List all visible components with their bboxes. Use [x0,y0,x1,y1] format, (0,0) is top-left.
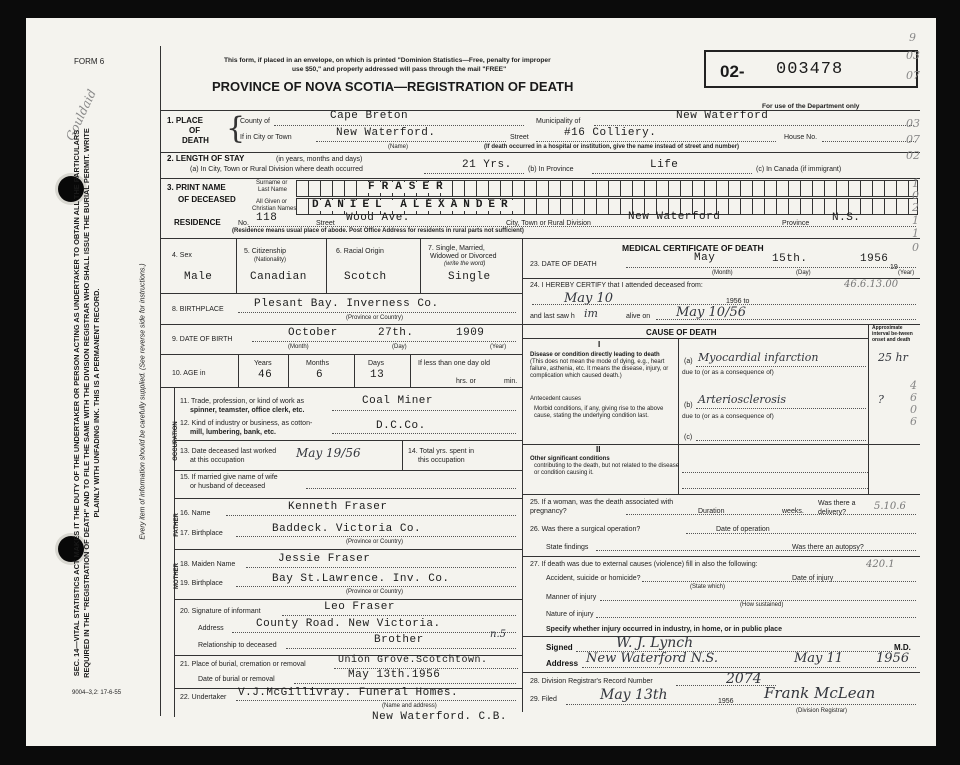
q25-line [626,514,916,515]
rule-12 [174,599,522,600]
margin-code-5: 02 [906,149,920,162]
header-rule [160,110,920,111]
place-label-1: 1. PLACE [167,116,204,125]
cause-b-line [696,408,866,409]
rule-m3 [522,338,868,339]
immediate-cause-block [530,352,678,380]
cause-header: CAUSE OF DEATH [646,328,717,337]
other-label: Other significant conditions [530,456,610,462]
citizenship-hint: (Nationality) [254,257,287,263]
birthplace-label: 8. BIRTHPLACE [172,306,224,313]
rule-10 [174,498,522,499]
due-to-2: due to (or as a consequence of) [682,413,774,420]
form-code: 9004–3,2: 17-6-55 [72,690,122,696]
stay-a-line [424,173,524,174]
stay-b-value: Life [650,159,679,171]
signed-label: Signed [546,643,573,652]
margin-code-8: 2 [912,201,919,214]
age-divider-3 [354,354,355,387]
last-saw-value: im [584,307,598,320]
personal-divider-2 [326,238,327,293]
physician-address: New Waterford N.S. [586,651,718,666]
findings-label: State findings [546,544,589,551]
age-divider-1 [238,354,239,387]
page-title: PROVINCE OF NOVA SCOTIA—REGISTRATION OF DEATH [212,79,574,94]
burial-place: Union Grove.Scotchtown. [338,655,488,666]
rule-m7 [522,636,920,637]
mother-birthplace-line [236,586,516,587]
age-days-label: Days [368,360,384,367]
duration-label: Duration [698,508,725,515]
q26-line [686,533,916,534]
last-saw-label: and last saw h [530,313,575,320]
undertaker-label: 22. Undertaker [180,694,227,701]
antecedent-desc: Morbid conditions, if any, giving rise to the above cause, stating the underlying condition last. [534,406,664,419]
rule-3 [160,238,920,239]
rule-4 [160,293,522,294]
residence-line [248,226,916,227]
informant-note-mark: n.5 [490,629,506,640]
side-law-text [72,123,112,683]
margin-code-6: 1 [912,177,919,190]
birthplace-line [238,312,516,313]
industry-value: D.C.Co. [376,420,426,432]
rule-11 [174,549,522,550]
residence-no: 118 [256,212,278,224]
center-divider [522,238,523,712]
record-number-box [704,50,918,88]
alive-on-value: May 10/56 [676,305,747,320]
municipality-line [594,125,914,126]
approx-interval-label [872,325,920,343]
age-divider-2 [288,354,289,387]
marital-value: Single [448,271,491,283]
burial-place-label: 21. Place of burial, cremation or removal [180,661,306,668]
dob-year-hint: (Year) [490,344,507,350]
father-birthplace-line [236,536,516,537]
cause-a-label: (a) [684,358,693,365]
rule-m5 [522,494,920,495]
due-to-1: due to (or as a consequence of) [682,369,774,376]
father-side-label: FATHER [174,513,180,537]
place-label-2: OF [189,126,201,135]
filed-line [566,704,916,705]
form-number: FORM 6 [74,57,105,66]
age-years: 46 [258,369,273,381]
immediate-label: Disease or condition directly leading to death [530,352,660,358]
margin-code-12: 4 [910,379,917,392]
last-worked-label-2: at this occupation [190,457,245,464]
residence-note: (Residence means usual place of abode. Post Office Address for residents in rural parts not sufficient) [232,228,524,234]
attended-code: 46.6.13.00 [844,279,899,290]
surname-label-1: Surname or [256,180,288,186]
trade-value: Coal Miner [362,395,434,407]
accident-label: Accident, suicide or homicide? [546,575,641,582]
surname-value: FRASER [368,181,450,193]
burial-date: May 13th.1956 [348,669,441,681]
cause-a-line [696,366,866,367]
attended-from: May 10 [564,291,614,306]
death-year-hint: (Year) [898,270,915,276]
residence-label: RESIDENCE [174,218,221,227]
section-two: II [596,445,601,454]
side-small-text: Every item of information should be carefully supplied. (See reverse side for instructions.) [139,263,147,540]
death-registration-form [26,18,936,746]
registrar-signature: Frank McLean [764,684,876,702]
relationship-label: Relationship to deceased [198,642,277,649]
sex-label: 4. Sex [172,252,192,259]
dob-day: 27th. [378,327,414,339]
nature-label: Nature of injury [546,611,594,618]
industry-label-2: mill, lumbering, bank, etc. [190,429,276,436]
margin-code-7: 0 [912,189,919,202]
spouse-label-2: or husband of deceased [190,483,266,490]
citizenship-value: Canadian [250,271,307,283]
md-label: M.D. [894,643,911,652]
alive-line [656,319,916,320]
margin-note: Gouldaid [63,87,99,143]
residence-province: N.S. [832,212,861,224]
weeks-label: weeks. [782,508,804,515]
undertaker-hint: (Name and address) [382,703,437,709]
city-value: New Waterford. [336,127,436,139]
registrar-no-line [676,685,776,686]
death-year-suffix: 19 [890,264,898,271]
side-law-text-content: SEC. 14—VITAL STATISTICS ACT MAKES IT THE DUTY OF THE UNDERTAKER OR PERSON ACTING AS UNDERTAKER TO OBTAIN ALL THE PARTICULARS REQUIRED IN THE "REGISTRATION OF DEATH" AND TO FILE THE SAME WITH THE DIVISION REGISTRAR WHO SHALL ISSUE THE BURIAL PERMIT. WRITE PLAINLY WITH UNFADING INK. THIS IS A PERMANENT RECORD. [72,128,101,678]
municipality-label: Municipality of [536,118,581,125]
immediate-desc: (This does not mean the mode of dying, e.g., heart failure, asthenia, etc. It means the disease, injury, or complication which caused death.) [530,359,669,379]
informant-address: County Road. New Victoria. [256,618,441,630]
margin-code-2: 07 [906,69,920,82]
mother-birthplace: Bay St.Lawrence. Inv. Co. [272,573,450,585]
dob-label: 9. DATE OF BIRTH [172,336,233,343]
side-code-3: 5.10.6 [874,501,906,512]
place-brace: { [226,111,246,146]
death-date-label: 23. DATE OF DEATH [530,261,597,268]
relationship-value: Brother [374,634,424,646]
trade-label-2: spinner, teamster, office clerk, etc. [190,407,305,414]
side-code-4: 420.1 [866,559,895,570]
street-line [536,141,776,142]
county-label: County of [240,118,270,125]
q26-label: 26. Was there a surgical operation? [530,526,641,533]
residence-street: Wood Ave. [346,212,410,224]
injury-date-label: Date of injury [792,575,834,582]
margin-code-11: 0 [912,241,919,254]
q25-label: 25. If a woman, was the death associated with pregnancy? [530,499,674,515]
delivery-label: Was there a delivery? [818,500,856,516]
personal-divider-3 [420,238,421,293]
mother-name-label: 18. Maiden Name [180,561,236,568]
stay-label: 2. LENGTH OF STAY [167,154,245,163]
record-number: 003478 [776,60,844,79]
other-line-2 [682,488,868,489]
attended-year: 1956 to [726,298,750,305]
informant-address-label: Address [198,625,224,632]
father-name: Kenneth Fraser [288,501,388,513]
op-date-label: Date of operation [716,526,770,533]
city-name-hint: (Name) [388,144,409,150]
personal-divider-1 [236,238,237,293]
informant-address-line [232,632,516,633]
other-conditions-block [530,456,680,477]
marital-label-1: 7. Single, Married, [428,245,485,252]
spouse-line [306,488,516,489]
place-label-3: DEATH [182,136,209,145]
house-line [822,141,916,142]
registrar-no-label: 28. Division Registrar's Record Number [530,678,653,685]
industry-label-1: 12. Kind of industry or business, as cotton- [180,420,313,427]
informant-name-line [282,615,516,616]
county-value: Cape Breton [330,110,409,122]
other-line-1 [682,472,868,473]
residence-city: New Waterford [628,211,721,223]
mother-hint: (Province or Country) [346,589,404,595]
filed-date: May 13th [600,687,668,703]
hospital-note: (If death occurred in a hospital or institution, give the name instead of street and number) [484,144,740,150]
margin-code-15: 6 [910,415,917,428]
dob-day-hint: (Day) [392,344,407,350]
death-month: May [694,252,716,264]
rule-m2 [522,324,920,325]
last-worked-label-1: 13. Date deceased last worked [180,448,277,455]
stay-a-label: (a) In City, Town or Rural Division where death occurred [190,166,363,173]
rule-8 [174,440,522,441]
informant-name: Leo Fraser [324,601,396,613]
birthplace-hint: (Province or Country) [346,315,404,321]
given-label-2: Christian Names [252,206,297,212]
cause-b-value: Arteriosclerosis [698,393,787,406]
death-month-hint: (Month) [712,270,733,276]
how-label: (How sustained) [740,602,784,608]
trade-label-1: 11. Trade, profession, or kind of work as [180,398,304,405]
stay-a-value: 21 Yrs. [462,159,512,171]
cause-a-value: Myocardial infarction [698,351,819,364]
cause-b-label: (b) [684,402,693,409]
other-desc: contributing to the death, but not related to the disease or condition causing it. [534,463,680,476]
age-label: 10. AGE in [172,370,206,377]
margin-code-10: 1 [912,227,919,240]
alive-on-label: alive on [626,313,651,320]
cause-c-label: (c) [684,434,693,441]
undertaker-address: New Waterford. C.B. [372,711,507,723]
age-hrs-label: hrs. or [456,378,476,385]
rule-m4 [522,444,920,445]
rule-1 [160,152,920,153]
margin-code-14: 0 [910,403,917,416]
section-one: I [598,340,601,349]
instruction-line-2: use $50," and properly addressed will pass through the mail "FREE" [292,66,507,73]
informant-signature-label: 20. Signature of informant [180,608,261,615]
residence-province-label: Province [782,220,810,227]
mother-name-line [246,567,516,568]
street-label: Street [510,134,529,141]
trade-line [332,410,516,411]
citizenship-label: 5. Citizenship [244,248,287,255]
sex-value: Male [184,271,213,283]
father-birthplace-label: 17. Birthplace [180,530,223,537]
mother-name: Jessie Fraser [278,553,371,565]
interval-divider [868,324,869,494]
address-line [582,667,916,668]
father-hint: (Province or Country) [346,539,404,545]
margin-code-13: 6 [910,391,917,404]
stay-b-line [592,173,752,174]
occupation-side-label: OCCUPATION [173,421,179,461]
dob-month: October [288,327,338,339]
county-line [274,125,524,126]
margin-code-4: 07 [906,133,920,146]
filed-label: 29. Filed [530,696,557,703]
residence-no-label: No. [238,220,249,227]
manner-line [600,600,916,601]
street-value: #16 Colliery. [564,127,657,139]
rule-m6 [522,556,920,557]
burial-date-label: Date of burial or removal [198,676,275,683]
racial-value: Scotch [344,271,387,283]
surname-label-2: Last Name [258,187,288,193]
address-label: Address [546,659,579,668]
cause-a-interval: 25 hr [878,351,908,364]
manner-label: Manner of injury [546,594,597,601]
residence-street-label: Street [316,220,335,227]
city-label: If in City or Town [240,134,292,141]
registrar-hint: (Division Registrar) [796,708,848,714]
nature-line [596,617,916,618]
rule-m8 [522,672,920,673]
marital-hint: (write the word) [444,261,486,267]
rule-9 [174,470,522,471]
racial-label: 6. Racial Origin [336,248,384,255]
father-name-label: 16. Name [180,510,211,517]
age-min-label: min. [504,378,518,385]
municipality-value: New Waterford [676,110,769,122]
certify-label: 24. I HEREBY CERTIFY that I attended deceased from: [530,282,703,289]
rule-2 [160,178,920,179]
accident-line [642,581,916,582]
age-months: 6 [316,369,324,381]
rule-5 [160,324,522,325]
signature-date: May 11 [794,651,844,666]
total-years-label-2: this occupation [418,457,465,464]
stay-b-label: (b) In Province [528,166,574,173]
rule-7 [160,387,522,388]
stay-hint: (in years, months and days) [276,156,363,163]
mother-side-label: MOTHER [174,563,180,589]
father-birthplace: Baddeck. Victoria Co. [272,523,422,535]
undertaker-line [236,700,516,701]
left-border [160,46,161,716]
registrar-no: 2074 [726,671,762,687]
age-months-label: Months [306,360,329,367]
house-label: House No. [784,134,818,141]
undertaker-value: V.J.McGillivray. Funeral Homes. [238,687,459,699]
residence-city-label: City, Town or Rural Division [506,220,591,227]
antecedent-label: Antecedent causes [530,396,582,402]
margin-code-0: 9 [909,31,916,44]
age-divider-4 [410,354,411,387]
death-year: 1956 [860,253,889,265]
margin-code-3: 03 [906,117,920,130]
q27-label: 27. If death was due to external causes (violence) fill in also the following: [530,561,758,568]
death-day: 15th. [772,253,808,265]
medical-header: MEDICAL CERTIFICATE OF DEATH [622,243,764,253]
age-days: 13 [370,369,385,381]
last-worked-value: May 19/56 [296,446,361,460]
age-lt-label: If less than one day old [418,360,490,367]
birthplace-value: Plesant Bay. Inverness Co. [254,298,439,310]
given-label-1: All Given or [256,199,288,205]
name-label-1: 3. PRINT NAME [167,183,226,192]
burial-date-line [294,683,516,684]
marital-label-2: Widowed or Divorced [430,253,497,260]
dept-use-note: For use of the Department only [762,103,860,110]
dob-year: 1909 [456,327,485,339]
specify-label: Specify whether injury occurred in industry, in home, or in public place [546,626,782,633]
approx-interval-text: Approximate interval be-tween onset and death [872,325,913,343]
death-day-hint: (Day) [796,270,811,276]
death-date-line [626,267,916,268]
record-prefix: 02- [720,62,745,81]
signature-year: 1956 [876,651,910,666]
cause-c-line [696,440,866,441]
margin-code-9: 1 [912,214,919,227]
spouse-label-1: 15. If married give name of wife [180,474,278,481]
physician-signature: W. J. Lynch [616,635,694,651]
given-value: DANIEL ALEXANDER [312,199,514,211]
filed-year: 1956 [718,698,734,705]
industry-line [332,433,516,434]
city-line [316,141,506,142]
findings-line [596,550,916,551]
name-label-2: OF DECEASED [178,195,236,204]
stay-c-label: (c) In Canada (if immigrant) [756,166,842,173]
total-years-label-1: 14. Total yrs. spent in [408,448,475,455]
antecedent-block [530,396,678,420]
age-years-label: Years [254,360,272,367]
state-which: (State which) [690,584,726,590]
father-name-line [226,515,516,516]
autopsy-label: Was there an autopsy? [792,544,864,551]
instruction-line-1: This form, if placed in an envelope, on which is printed "Dominion Statistics—Free, penalty for improper [224,57,551,64]
margin-code-1: 03 [906,49,920,62]
relationship-line [286,648,516,649]
rule-6 [160,354,522,355]
dob-line [252,341,516,342]
mother-birthplace-label: 19. Birthplace [180,580,223,587]
cause-b-interval: ? [878,393,884,406]
dob-month-hint: (Month) [288,344,309,350]
occupation-divider [402,440,403,470]
